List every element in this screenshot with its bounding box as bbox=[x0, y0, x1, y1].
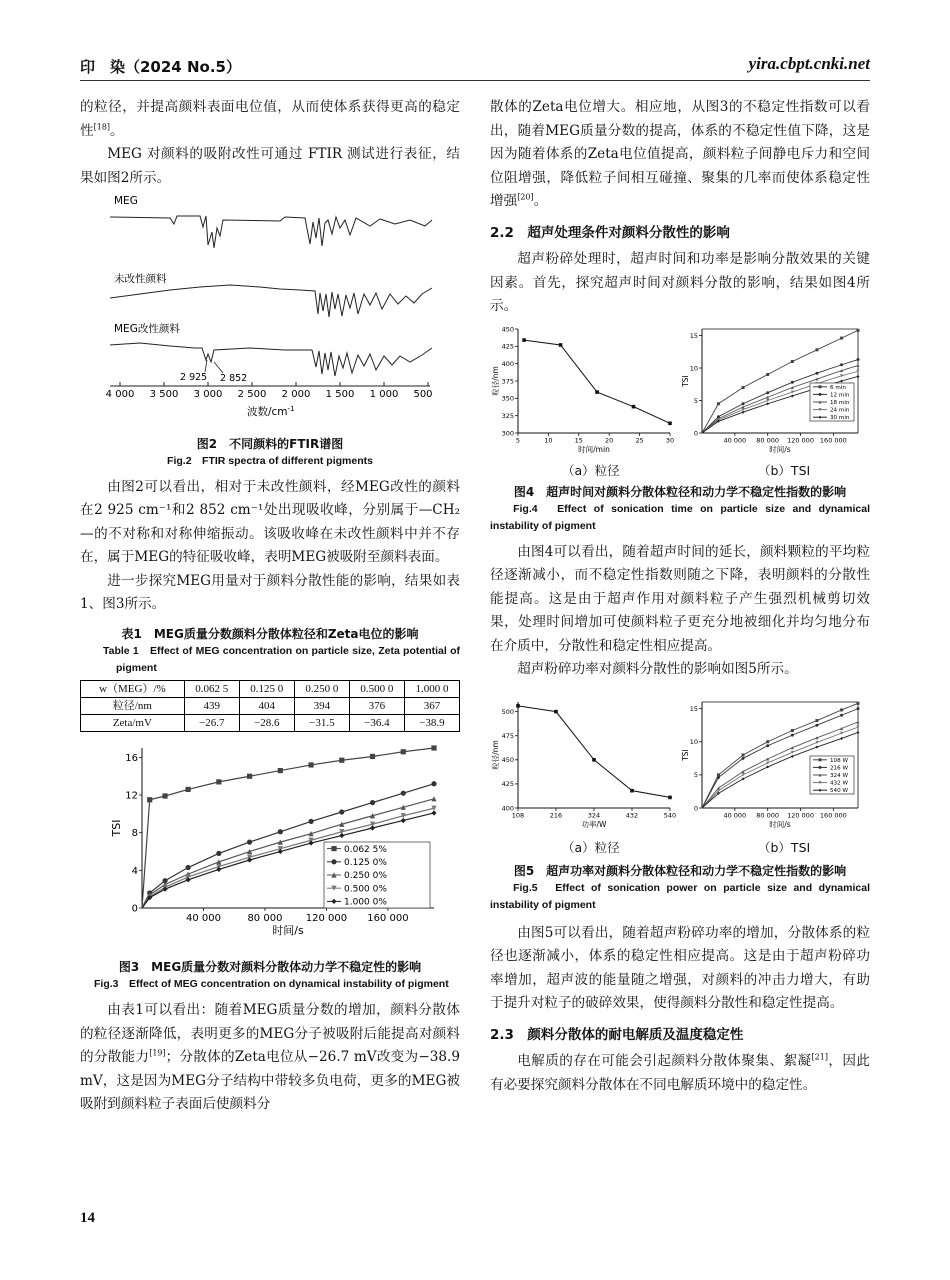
y-axis-title: TSI bbox=[681, 748, 690, 761]
y-tick-label: 16 bbox=[125, 752, 138, 764]
data-point bbox=[815, 745, 818, 748]
x-tick-label: 120 000 bbox=[787, 811, 814, 819]
x-axis-title: 时间/s bbox=[272, 923, 304, 937]
data-point bbox=[766, 402, 769, 405]
data-point bbox=[742, 386, 745, 389]
y-tick-label: 15 bbox=[689, 704, 698, 713]
peak-2852-label: 2 852 bbox=[220, 373, 248, 384]
label-meg: MEG bbox=[114, 195, 138, 207]
legend-marker bbox=[819, 392, 822, 395]
table-cell: −31.5 bbox=[294, 714, 349, 731]
legend-label: 432 W bbox=[830, 780, 848, 787]
x-tick-label: 10 bbox=[544, 436, 553, 444]
data-point bbox=[766, 765, 769, 768]
fig5a-label: （a）粒径 bbox=[562, 839, 620, 855]
table-cell: 439 bbox=[184, 697, 239, 714]
x-tick-label: 160 000 bbox=[819, 436, 847, 444]
table-cell: 0.250 0 bbox=[294, 680, 349, 697]
fig3-chart bbox=[80, 738, 460, 959]
y-tick-label: 425 bbox=[501, 779, 514, 788]
journal-header: 印 染（2024 No.5） bbox=[80, 58, 241, 76]
legend-marker bbox=[819, 765, 822, 768]
table-cell: −38.9 bbox=[404, 714, 459, 731]
paragraph: 进一步探究MEG用量对于颜料分散性能的影响，结果如表1、图3所示。 bbox=[80, 572, 460, 612]
header-rule bbox=[80, 80, 870, 81]
data-point bbox=[668, 795, 672, 799]
legend-marker bbox=[819, 758, 822, 761]
data-point bbox=[431, 781, 436, 786]
data-point bbox=[216, 850, 221, 855]
y-tick-label: 0 bbox=[693, 803, 698, 812]
x-tick-label: 40 000 bbox=[723, 811, 747, 819]
y-tick-label: 10 bbox=[689, 737, 698, 746]
data-point bbox=[742, 770, 745, 773]
series-line bbox=[518, 705, 670, 797]
data-point bbox=[815, 719, 818, 722]
paragraph: 散体的Zeta电位增大。相应地，从图3的不稳定性指数可以看出，随着MEG质量分数的提高，体系的不稳定性值下降，这是因为随着体系的Zeta电位值提高，颜料粒子间静电斥力和空间位阻增强，降低粒子间相互碰撞、聚集的几率而使体系稳定性增强[20]。 bbox=[490, 99, 870, 209]
fig2-x-axis-title: 波数$/cm^{-1}$ bbox=[247, 405, 295, 418]
data-point bbox=[162, 793, 167, 798]
fig2-caption-en: Fig.2 FTIR spectra of different pigments bbox=[167, 454, 373, 467]
data-point bbox=[630, 788, 634, 792]
table-cell: −28.6 bbox=[239, 714, 294, 731]
table-cell: 粒径/nm bbox=[81, 697, 185, 714]
y-tick-label: 8 bbox=[131, 827, 138, 839]
fig3-caption-en: Fig.3 Effect of MEG concentration on dynamical instability of pigment bbox=[94, 978, 449, 990]
data-point bbox=[815, 723, 818, 726]
data-point bbox=[742, 753, 745, 756]
data-point bbox=[370, 825, 375, 830]
x-axis-title: 时间/min bbox=[578, 444, 610, 454]
y-tick-label: 450 bbox=[501, 755, 514, 764]
data-point bbox=[857, 707, 860, 710]
data-point bbox=[401, 817, 406, 822]
data-point bbox=[742, 402, 745, 405]
spectrum-modified bbox=[110, 343, 432, 376]
x-tick-label: 160 000 bbox=[367, 912, 409, 924]
data-point bbox=[840, 708, 843, 711]
table-cell: 376 bbox=[349, 697, 404, 714]
x-tick-label: 5 bbox=[515, 436, 521, 444]
right-column bbox=[490, 96, 870, 1097]
legend-label: 24 min bbox=[830, 407, 850, 414]
data-point bbox=[595, 390, 599, 394]
legend-label: 30 min bbox=[830, 414, 850, 421]
label-unmodified: 未改性颜料 bbox=[114, 273, 167, 285]
x-tick-label: 80 000 bbox=[247, 912, 283, 924]
y-tick-label: 0 bbox=[131, 903, 138, 914]
x-tick-label: 120 000 bbox=[787, 436, 814, 444]
data-point bbox=[857, 701, 860, 704]
data-point bbox=[857, 358, 860, 361]
page-number: 14 bbox=[80, 1210, 95, 1226]
legend-marker bbox=[819, 385, 822, 388]
fig5b-label: （b）TSI bbox=[758, 839, 811, 855]
fig4b-label: （b）TSI bbox=[758, 462, 811, 478]
x-tick-label: 1 500 bbox=[325, 389, 355, 400]
table-cell: 0.500 0 bbox=[349, 680, 404, 697]
data-point bbox=[401, 790, 406, 795]
x-tick-label: 2 000 bbox=[281, 389, 311, 400]
x-axis-title: 功率/W bbox=[581, 819, 607, 829]
x-tick-label: 216 bbox=[549, 811, 563, 819]
y-tick-label: 475 bbox=[501, 731, 514, 740]
data-point bbox=[247, 839, 252, 844]
spectrum-meg bbox=[110, 216, 432, 248]
paragraph: 由图5可以看出，随着超声粉碎功率的增加，分散体系的粒径也逐渐减小，体系的稳定性相应提高。这是由于超声粉碎功率增加，超声波的能量随之增强，对颜料的冲击力增大，有助于提升对粒子的破碎效果，使得颜料分散性和稳定性提高。 bbox=[490, 924, 870, 1011]
data-point bbox=[791, 733, 794, 736]
paragraph: 的粒径，并提高颜料表面电位值，从而使体系获得更高的稳定性[18]。 bbox=[80, 99, 460, 139]
table-cell: 367 bbox=[404, 697, 459, 714]
x-tick-label: 40 000 bbox=[723, 436, 747, 444]
table1-caption-en: Table 1 Effect of MEG concentration on particle size, Zeta potential of pigment bbox=[103, 644, 460, 674]
data-point bbox=[522, 338, 526, 342]
spectrum-unmodified bbox=[110, 285, 432, 317]
fig4-caption: 图4 超声时间对颜料分散体粒径和动力学不稳定性指数的影响 bbox=[513, 484, 847, 499]
legend-marker bbox=[331, 846, 336, 851]
section-heading-2-3: 2.3 颜料分散体的耐电解质及温度稳定性 bbox=[490, 1026, 744, 1043]
data-point bbox=[791, 728, 794, 731]
data-point bbox=[840, 713, 843, 716]
y-axis-title: 粒径/nm bbox=[491, 365, 500, 396]
data-point bbox=[840, 736, 843, 739]
data-point bbox=[339, 832, 344, 837]
x-tick-label: 108 bbox=[511, 811, 525, 819]
table1 bbox=[80, 680, 460, 732]
x-axis-title: 时间/s bbox=[769, 444, 791, 454]
legend-label: 6 min bbox=[830, 384, 846, 391]
data-point bbox=[742, 410, 745, 413]
data-point bbox=[431, 745, 436, 750]
table-cell: 1.000 0 bbox=[404, 680, 459, 697]
y-tick-label: 425 bbox=[501, 342, 514, 351]
legend-label: 216 W bbox=[830, 764, 848, 771]
data-point bbox=[147, 797, 152, 802]
left-column bbox=[80, 96, 460, 1117]
journal-url[interactable]: yira.cbpt.cnki.net bbox=[748, 54, 870, 73]
y-tick-label: 350 bbox=[501, 394, 514, 403]
data-point bbox=[840, 363, 843, 366]
table-cell: 0.125 0 bbox=[239, 680, 294, 697]
data-point bbox=[216, 779, 221, 784]
data-point bbox=[840, 336, 843, 339]
x-tick-label: 500 bbox=[413, 389, 433, 400]
legend-label: 1.000 0% bbox=[344, 897, 387, 908]
paragraph: MEG 对颜料的吸附改性可通过 FTIR 测试进行表征，结果如图2所示。 bbox=[80, 146, 460, 186]
y-tick-label: 10 bbox=[689, 363, 698, 372]
section-heading-2-2: 2.2 超声处理条件对颜料分散性的影响 bbox=[490, 224, 730, 241]
data-point bbox=[766, 373, 769, 376]
y-tick-label: 15 bbox=[689, 331, 698, 340]
x-tick-label: 40 000 bbox=[185, 912, 221, 924]
data-point bbox=[186, 786, 191, 791]
x-tick-label: 80 000 bbox=[756, 811, 780, 819]
x-tick-label: 2 500 bbox=[237, 389, 267, 400]
paragraph: 由图2可以看出，相对于未改性颜料，经MEG改性的颜料在2 925 cm⁻¹和2 852 cm⁻¹处出现吸收峰，分别属于—CH₂—的不对称和对称伸缩振动。该吸收峰在未改性颜料中并不存在，属于MEG的特征吸收峰，表明MEG被吸附至颜料表面。 bbox=[80, 478, 460, 565]
table-row bbox=[81, 680, 460, 697]
data-point bbox=[370, 753, 375, 758]
fig2-ftir-spectra bbox=[80, 190, 460, 431]
legend-label: 540 W bbox=[830, 787, 848, 794]
x-tick-label: 120 000 bbox=[305, 912, 348, 924]
data-point bbox=[815, 348, 818, 351]
data-point bbox=[559, 343, 563, 347]
paragraph: 超声粉碎功率对颜料分散性的影响如图5所示。 bbox=[517, 661, 798, 677]
data-point bbox=[791, 754, 794, 757]
label-modified: MEG改性颜料 bbox=[114, 323, 180, 335]
legend-label: 0.500 0% bbox=[344, 883, 387, 894]
data-point bbox=[717, 776, 720, 779]
data-point bbox=[516, 704, 520, 708]
legend-label: 18 min bbox=[830, 399, 850, 406]
legend-label: 0.125 0% bbox=[344, 857, 387, 868]
y-tick-label: 500 bbox=[501, 707, 514, 716]
table-row bbox=[81, 714, 460, 731]
x-tick-label: 20 bbox=[605, 436, 614, 444]
data-point bbox=[401, 749, 406, 754]
fig2-x-ticks bbox=[106, 382, 433, 400]
data-point bbox=[840, 379, 843, 382]
y-tick-label: 300 bbox=[501, 428, 514, 437]
legend-label: 12 min bbox=[830, 391, 850, 398]
x-tick-label: 25 bbox=[635, 436, 644, 444]
x-tick-label: 30 bbox=[665, 436, 675, 444]
table-cell: 0.062 5 bbox=[184, 680, 239, 697]
data-point bbox=[717, 773, 720, 776]
y-axis-title: 粒径/nm bbox=[491, 739, 500, 770]
x-tick-label: 160 000 bbox=[819, 811, 847, 819]
fig4-caption-en: Fig.4 Effect of sonication time on particle size and dynamical instability of pigment bbox=[490, 502, 870, 532]
fig4-charts bbox=[490, 323, 870, 483]
data-point bbox=[370, 799, 375, 804]
data-point bbox=[742, 756, 745, 759]
paragraph: 由图4可以看出，随着超声时间的延长，颜料颗粒的平均粒径逐渐减小，而不稳定性指数则随之下降，表明颜料的分散性能提高。这是由于超声作用对颜料粒子产生强烈机械剪切效果，处理时间增加可使颜料粒子更充分地被细化并均匀地分布在介质中，分散性和稳定性相应提高。 bbox=[490, 543, 870, 654]
x-tick-label: 540 bbox=[663, 811, 677, 819]
paragraph: 由表1可以看出：随着MEG质量分数的增加，颜料分散体的粒径逐渐降低，表明更多的MEG分子被吸附后能提高对颜料的分散能力[19]；分散体的Zeta电位从−26.7 mV改变为−38.9 mV，这是因为MEG分子结构中带较多负电荷，更多的MEG被吸附到颜料粒子表面后使颜料分 bbox=[80, 1002, 460, 1112]
table-row bbox=[81, 697, 460, 714]
data-point bbox=[431, 810, 436, 815]
legend-marker bbox=[331, 859, 336, 864]
series-line bbox=[524, 340, 670, 423]
x-tick-label: 15 bbox=[574, 436, 583, 444]
data-point bbox=[668, 421, 672, 425]
data-point bbox=[186, 864, 191, 869]
table-cell: −26.7 bbox=[184, 714, 239, 731]
table1-caption: 表1 MEG质量分数颜料分散体粒径和Zeta电位的影响 bbox=[121, 626, 419, 641]
legend-label: 108 W bbox=[830, 757, 848, 764]
data-point bbox=[592, 758, 596, 762]
y-tick-label: 0 bbox=[693, 428, 698, 437]
fig3-caption: 图3 MEG质量分数对颜料分散体动力学不稳定性的影响 bbox=[118, 960, 422, 974]
y-axis-title: TSI bbox=[110, 819, 123, 836]
data-point bbox=[766, 391, 769, 394]
y-tick-label: 400 bbox=[501, 359, 514, 368]
data-point bbox=[857, 374, 860, 377]
data-point bbox=[791, 394, 794, 397]
data-point bbox=[815, 371, 818, 374]
data-point bbox=[766, 740, 769, 743]
y-tick-label: 375 bbox=[501, 376, 514, 385]
legend-label: 0.062 5% bbox=[344, 844, 387, 855]
data-point bbox=[791, 380, 794, 383]
data-point bbox=[247, 773, 252, 778]
x-tick-label: 4 000 bbox=[105, 389, 135, 400]
y-tick-label: 400 bbox=[501, 803, 514, 812]
y-tick-label: 5 bbox=[693, 396, 698, 405]
fig5-charts bbox=[490, 696, 870, 862]
x-tick-label: 1 000 bbox=[369, 389, 399, 400]
legend-label: 324 W bbox=[830, 772, 848, 779]
data-point bbox=[554, 709, 558, 713]
data-point bbox=[278, 829, 283, 834]
x-tick-label: 432 bbox=[625, 811, 639, 819]
y-tick-label: 325 bbox=[501, 411, 514, 420]
paragraph: 超声粉碎处理时，超声时间和功率是影响分散效果的关键因素。首先，探究超声时间对颜料分散的影响，结果如图4所示。 bbox=[490, 251, 870, 314]
legend-label: 0.250 0% bbox=[344, 870, 387, 881]
table-cell: 394 bbox=[294, 697, 349, 714]
y-tick-label: 5 bbox=[693, 770, 698, 779]
data-point bbox=[339, 809, 344, 814]
y-axis-title: TSI bbox=[681, 374, 690, 387]
table-cell: Zeta/mV bbox=[81, 714, 185, 731]
fig5-caption: 图5 超声功率对颜料分散体粒径和动力学不稳定性指数的影响 bbox=[513, 863, 847, 878]
table-cell: −36.4 bbox=[349, 714, 404, 731]
data-point bbox=[162, 886, 167, 891]
x-tick-label: 80 000 bbox=[756, 436, 780, 444]
fig2-caption: 图2 不同颜料的FTIR谱图 bbox=[196, 436, 344, 451]
table-cell: w（MEG）/% bbox=[81, 680, 185, 697]
fig5-caption-en: Fig.5 Effect of sonication power on particle size and dynamical instability of pigment bbox=[490, 881, 870, 911]
x-tick-label: 3 500 bbox=[149, 389, 179, 400]
data-point bbox=[857, 730, 860, 733]
x-tick-label: 324 bbox=[587, 811, 601, 819]
y-tick-label: 450 bbox=[501, 324, 514, 333]
paragraph: 电解质的存在可能会引起颜料分散体聚集、絮凝[21]，因此有必要探究颜料分散体在不同电解质环境中的稳定性。 bbox=[490, 1052, 871, 1093]
data-point bbox=[632, 404, 636, 408]
data-point bbox=[308, 762, 313, 767]
data-point bbox=[339, 757, 344, 762]
data-point bbox=[766, 744, 769, 747]
x-axis-title: 时间/s bbox=[769, 819, 791, 829]
data-point bbox=[308, 818, 313, 823]
y-tick-label: 4 bbox=[131, 865, 138, 877]
y-tick-label: 12 bbox=[125, 790, 138, 802]
x-tick-label: 3 000 bbox=[193, 389, 223, 400]
table-cell: 404 bbox=[239, 697, 294, 714]
data-point bbox=[278, 767, 283, 772]
fig4a-label: （a）粒径 bbox=[562, 462, 620, 478]
peak-2925-label: 2 925 bbox=[180, 372, 208, 383]
data-point bbox=[717, 402, 720, 405]
data-point bbox=[791, 360, 794, 363]
data-point bbox=[857, 328, 860, 331]
